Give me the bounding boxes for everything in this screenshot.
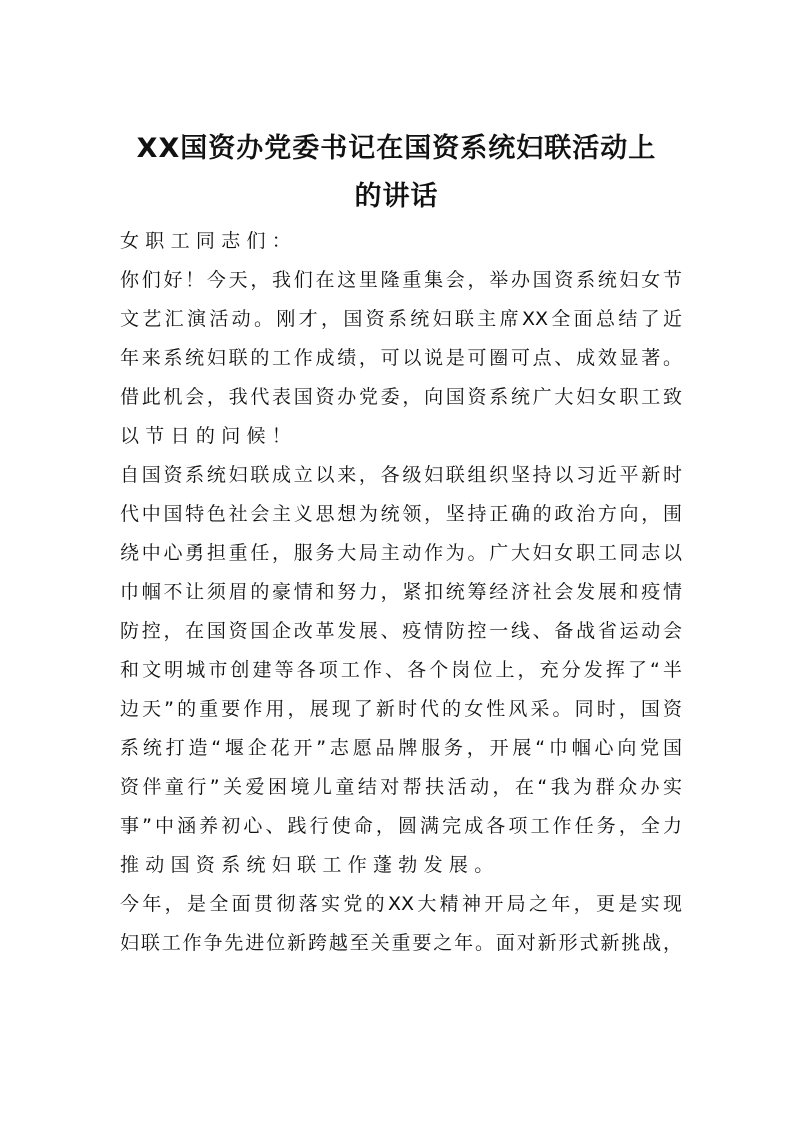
text-line: 系统打造“堰企花开”志愿品牌服务，开展“巾帼心向党国 xyxy=(120,737,682,759)
text-line: 借此机会，我代表国资办党委，向国资系统广大妇女职工致 xyxy=(120,386,682,408)
document-body xyxy=(120,222,682,963)
paragraph xyxy=(120,456,682,885)
text-line: 妇联工作争先进位新跨越至关重要之年。面对新形式新挑战， xyxy=(120,932,682,954)
document-title-line-1: XX国资办党委书记在国资系统妇联活动上 xyxy=(136,133,657,164)
text-line: 女职工同志们： xyxy=(120,230,298,252)
text-line: 你们好！今天，我们在这里隆重集会，举办国资系统妇女节 xyxy=(120,269,682,291)
text-line: 年来系统妇联的工作成绩，可以说是可圈可点、成效显著。 xyxy=(120,347,682,369)
text-line: 代中国特色社会主义思想为统领，坚持正确的政治方向，围 xyxy=(120,503,682,525)
text-line: 巾帼不让须眉的豪情和努力，紧扣统筹经济社会发展和疫情 xyxy=(120,581,682,603)
text-line: 自国资系统妇联成立以来，各级妇联组织坚持以习近平新时 xyxy=(120,464,682,486)
text-line: 资伴童行”关爱困境儿童结对帮扶活动，在“我为群众办实 xyxy=(120,776,682,798)
text-line: 和文明城市创建等各项工作、各个岗位上，充分发挥了“半 xyxy=(120,659,682,681)
document-title-line-2: 的讲话 xyxy=(354,181,439,212)
text-line: 今年，是全面贯彻落实党的XX大精神开局之年，更是实现 xyxy=(120,893,682,915)
text-line: 绕中心勇担重任，服务大局主动作为。广大妇女职工同志以 xyxy=(120,542,682,564)
text-line: 以节日的问候！ xyxy=(120,425,298,447)
text-line: 文艺汇演活动。刚才，国资系统妇联主席XX全面总结了近 xyxy=(120,308,682,330)
text-line: 防控，在国资国企改革发展、疫情防控一线、备战省运动会 xyxy=(120,620,682,642)
paragraph xyxy=(120,222,682,261)
paragraph xyxy=(120,885,682,963)
text-line: 边天”的重要作用，展现了新时代的女性风采。同时，国资 xyxy=(120,698,682,720)
text-line: 推动国资系统妇联工作蓬勃发展。 xyxy=(120,854,500,876)
text-line: 事”中涵养初心、践行使命，圆满完成各项工作任务，全力 xyxy=(120,815,682,837)
paragraph xyxy=(120,261,682,456)
